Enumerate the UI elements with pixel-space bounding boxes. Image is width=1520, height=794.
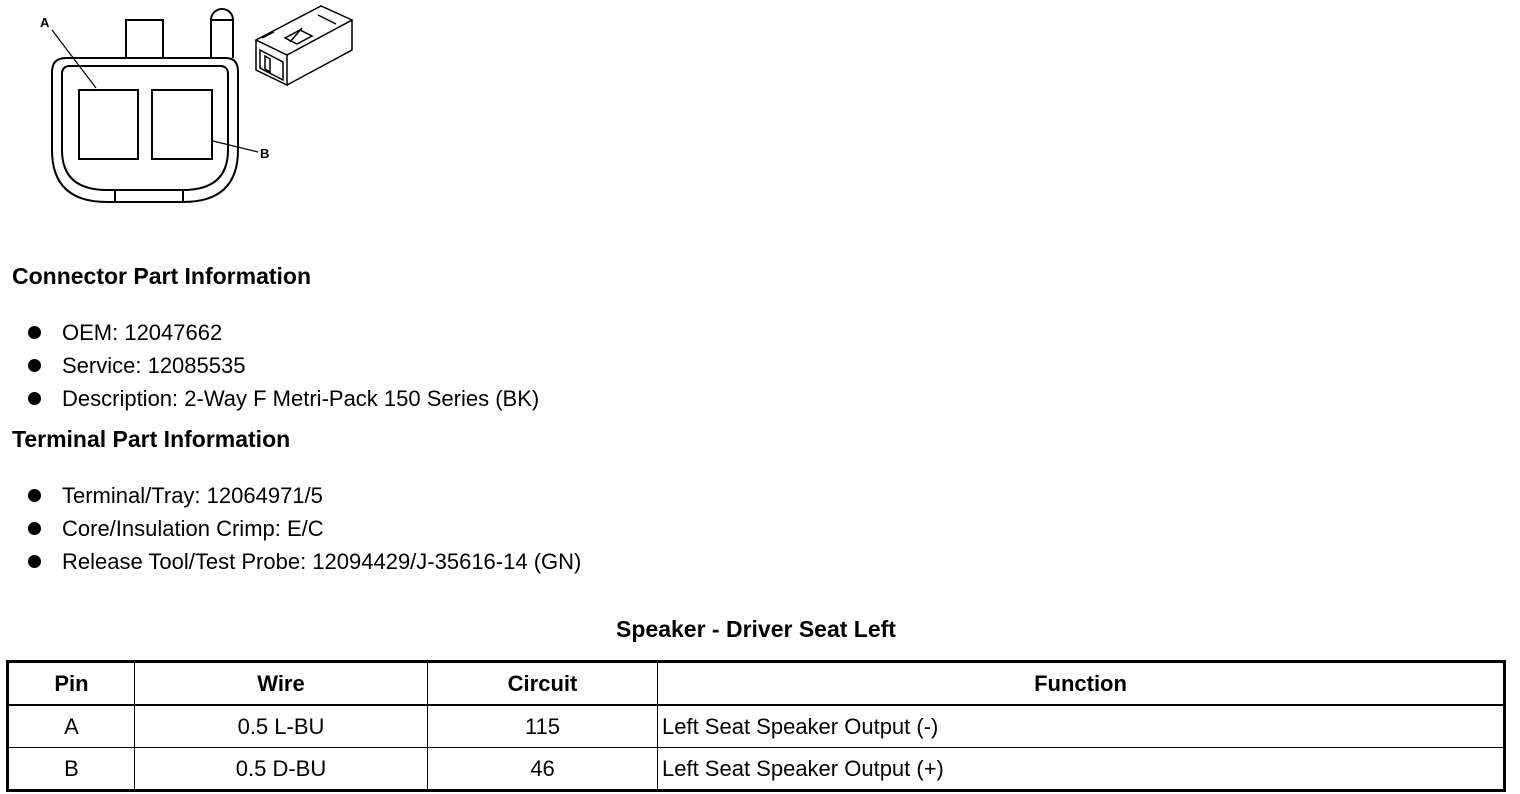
- crimp-text: Core/Insulation Crimp: E/C: [62, 516, 324, 541]
- bullet-icon: [28, 392, 41, 405]
- header-function: Function: [658, 662, 1505, 706]
- pin-b-cavity: [152, 90, 212, 159]
- table-row: [8, 748, 1505, 791]
- cell-wire: 0.5 L-BU: [135, 705, 428, 748]
- cell-circuit: 115: [428, 705, 658, 748]
- terminal-info-list: [28, 479, 581, 578]
- cell-function: Left Seat Speaker Output (-): [658, 705, 1505, 748]
- list-item: [28, 382, 539, 415]
- pin-a-cavity: [79, 90, 138, 159]
- bullet-icon: [28, 359, 41, 372]
- bullet-icon: [28, 522, 41, 535]
- terminal-info-heading: Terminal Part Information: [12, 426, 291, 452]
- connector-lock-post: [211, 9, 233, 58]
- cell-wire: 0.5 D-BU: [135, 748, 428, 791]
- header-wire: Wire: [135, 662, 428, 706]
- oem-text: OEM: 12047662: [62, 320, 223, 345]
- connector-diagram: [0, 0, 380, 215]
- service-text: Service: 12085535: [62, 353, 246, 378]
- list-item: [28, 512, 581, 545]
- connector-info-heading: Connector Part Information: [12, 263, 312, 289]
- cell-pin: A: [8, 705, 135, 748]
- cell-pin: B: [8, 748, 135, 791]
- table-row: [8, 705, 1505, 748]
- connector-latch-tab: [126, 20, 163, 58]
- list-item: [28, 316, 539, 349]
- pin-a-label: A: [40, 15, 50, 30]
- pin-b-label: B: [260, 146, 270, 161]
- terminal-tray-text: Terminal/Tray: 12064971/5: [62, 483, 323, 508]
- header-pin: Pin: [8, 662, 135, 706]
- connector-housing-inner: [62, 66, 228, 190]
- cell-function: Left Seat Speaker Output (+): [658, 748, 1505, 791]
- list-item: [28, 545, 581, 578]
- connector-info-list: [28, 316, 539, 415]
- pinout-table: [6, 660, 1506, 792]
- connector-iso-icon: [256, 6, 352, 85]
- cell-circuit: 46: [428, 748, 658, 791]
- release-tool-text: Release Tool/Test Probe: 12094429/J-35616-14 (GN): [62, 549, 582, 574]
- bullet-icon: [28, 489, 41, 502]
- bullet-icon: [28, 326, 41, 339]
- header-circuit: Circuit: [428, 662, 658, 706]
- description-text: Description: 2-Way F Metri-Pack 150 Series (BK): [62, 386, 540, 411]
- table-title: Speaker - Driver Seat Left: [616, 616, 896, 642]
- list-item: [28, 479, 581, 512]
- bullet-icon: [28, 555, 41, 568]
- table-header-row: [8, 662, 1505, 706]
- list-item: [28, 349, 539, 382]
